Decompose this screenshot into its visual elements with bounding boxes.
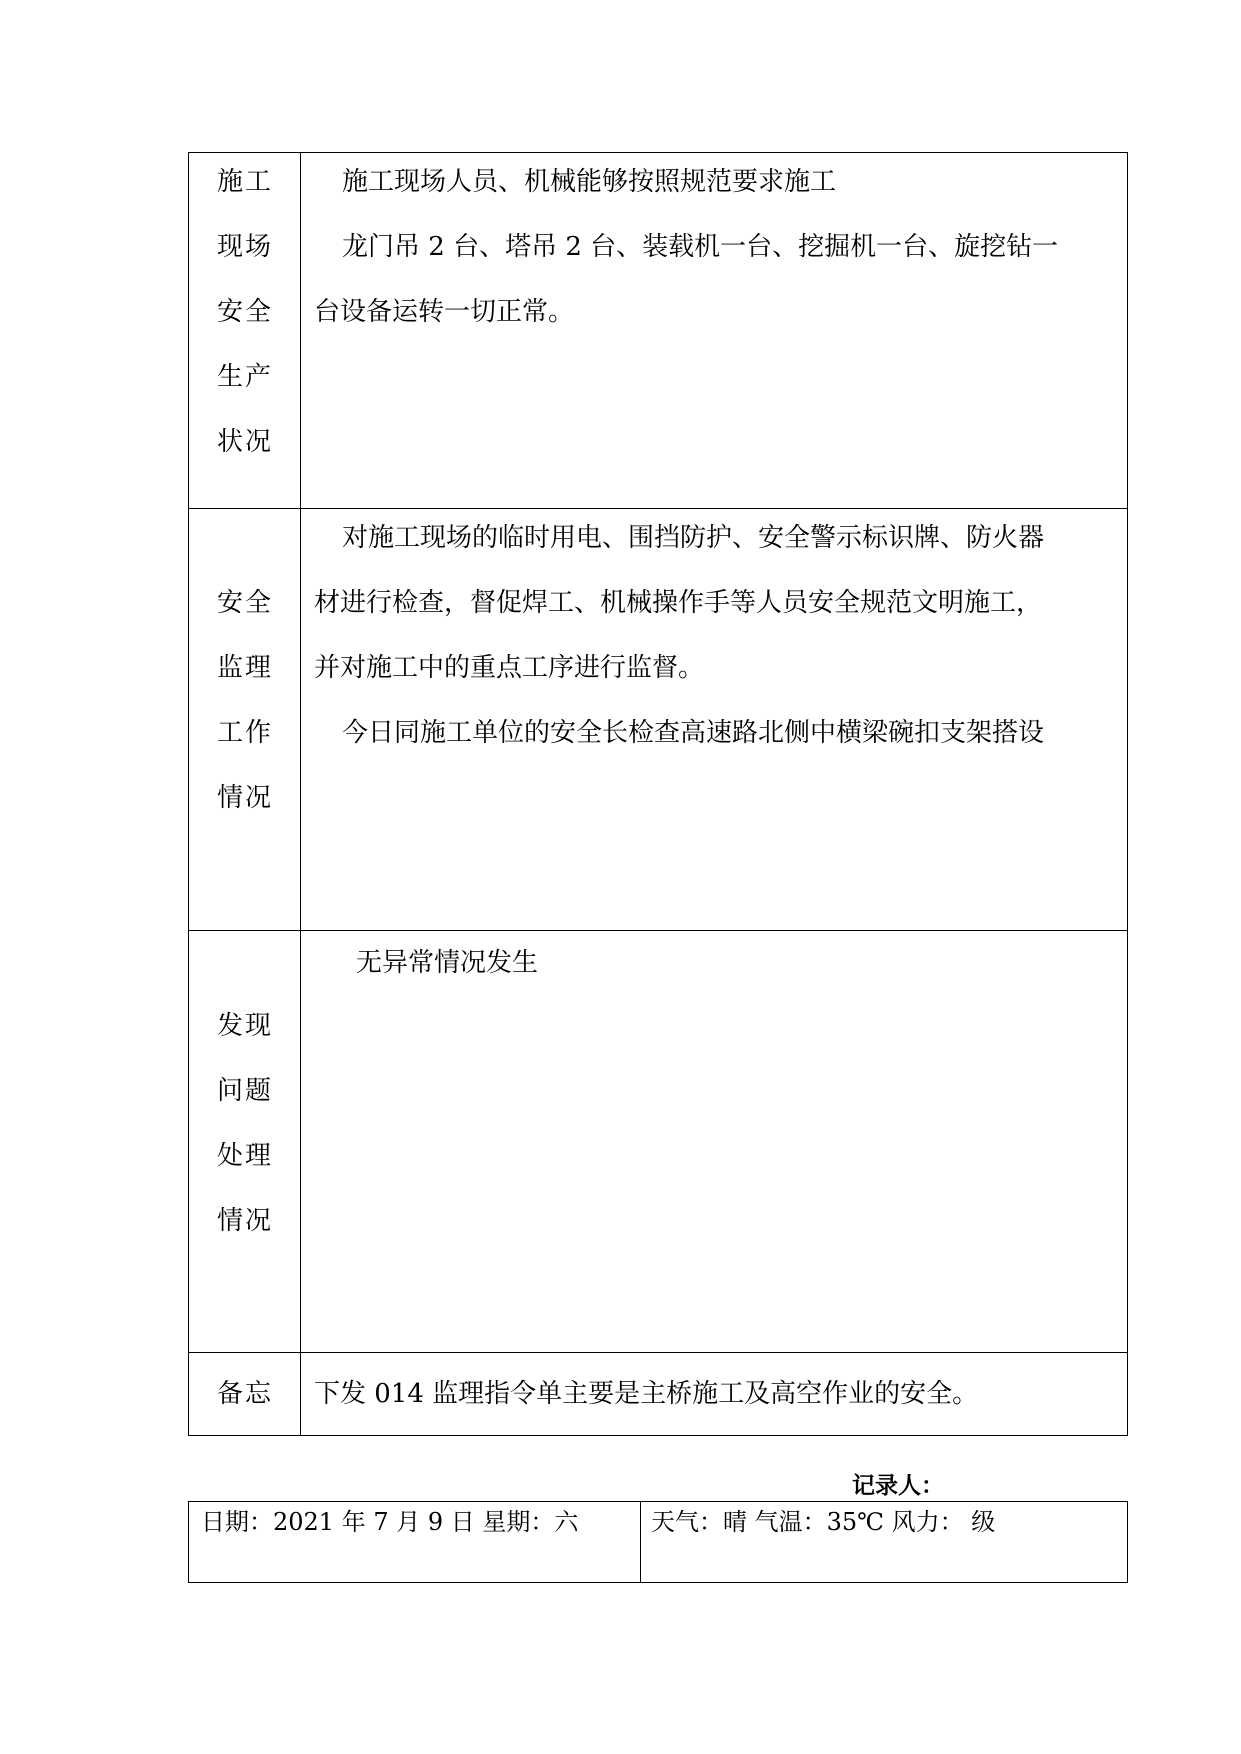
- site-safety-label: [189, 153, 301, 508]
- supervision-content-line: 材进行检查，督促焊工、机械操作手等人员安全规范文明施工，: [314, 588, 1043, 618]
- supervision-content-line: 对施工现场的临时用电、围挡防护、安全警示标识牌、防火器: [342, 523, 1045, 553]
- daily-log-table: [188, 152, 1128, 1436]
- memo-label: 备忘: [217, 1379, 274, 1409]
- issue-handling-label: [189, 931, 301, 1352]
- supervision-content-line: 今日同施工单位的安全长检查高速路北侧中横梁碗扣支架搭设: [342, 718, 1045, 748]
- issue-handling-row: [189, 930, 1127, 1352]
- memo-row: [189, 1352, 1127, 1435]
- label-line: 安全: [217, 297, 274, 327]
- label-line: 安全: [217, 588, 274, 618]
- site-safety-row: [189, 153, 1127, 508]
- label-line: 施工: [217, 167, 274, 197]
- supervision-work-label: [189, 509, 301, 930]
- label-line: 工作: [217, 718, 274, 748]
- site-safety-content-line: 龙门吊 2 台、塔吊 2 台、装载机一台、挖掘机一台、旋挖钻一: [342, 232, 1059, 262]
- label-line: 情况: [217, 1206, 274, 1236]
- label-line: 发现: [217, 1011, 274, 1041]
- label-line: 现场: [217, 232, 274, 262]
- site-safety-content-line: 施工现场人员、机械能够按照规范要求施工: [342, 167, 837, 197]
- label-line: 问题: [217, 1076, 274, 1106]
- recorder-label: 记录人：: [852, 1473, 944, 1499]
- supervision-work-row: [189, 508, 1127, 930]
- label-line: 生产: [217, 362, 274, 392]
- label-line: 状况: [217, 427, 274, 457]
- supervision-content-line: 并对施工中的重点工序进行监督。: [314, 653, 705, 683]
- label-line: 情况: [217, 783, 274, 813]
- issue-handling-content-line: 无异常情况发生: [356, 948, 539, 978]
- site-safety-content-line: 台设备运转一切正常。: [314, 297, 575, 327]
- date-text: 日期：2021 年 7 月 9 日 星期：六: [201, 1508, 579, 1536]
- label-line: 处理: [217, 1141, 274, 1171]
- weather-text: 天气：晴 气温：35℃ 风力： 级: [651, 1508, 996, 1536]
- footer-info-table: [188, 1501, 1128, 1583]
- label-line: 监理: [217, 653, 274, 683]
- date-cell: [189, 1502, 641, 1582]
- memo-label-cell: [189, 1353, 301, 1435]
- memo-content: 下发 014 监理指令单主要是主桥施工及高空作业的安全。: [314, 1379, 979, 1409]
